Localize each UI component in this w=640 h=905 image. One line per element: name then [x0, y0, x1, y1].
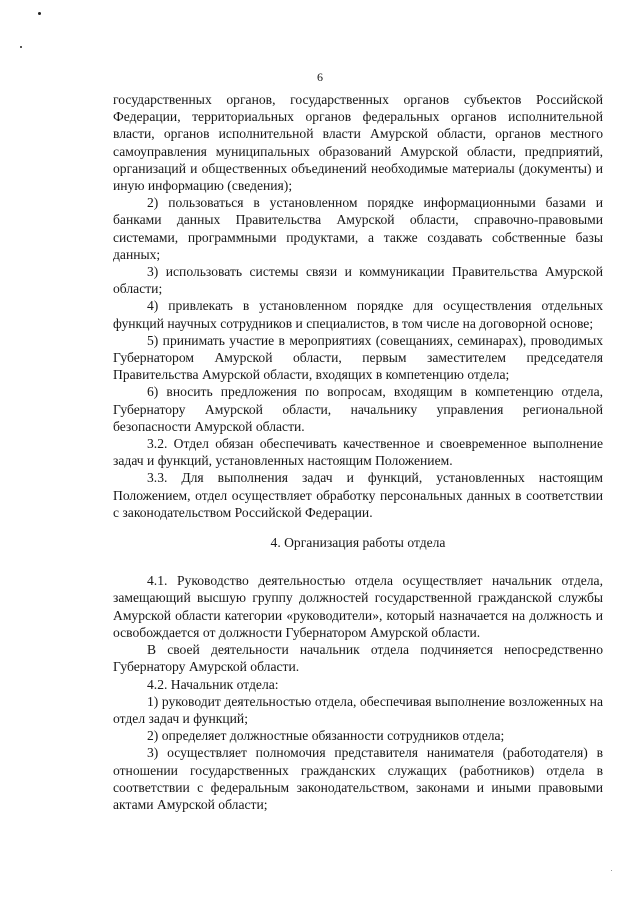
paragraph: 4.2. Начальник отдела: — [147, 676, 279, 692]
paragraph: 2) определяет должностные обязанности сотрудников отдела; — [147, 728, 505, 744]
paragraph: 3) использовать системы связи и коммуникации Правительства Амурской области; — [113, 264, 603, 297]
paragraph: В своей деятельности начальник отдела подчиняется непосредственно Губернатору Амурской области. — [113, 642, 603, 675]
paragraph: 3) осуществляет полномочия представителя нанимателя (работодателя) в отношении государственных гражданских служащих (работников) отдела в соответствии с федеральным законодательством, законами и иными правовыми актами Амурской области; — [113, 745, 603, 812]
paragraph: 4.1. Руководство деятельностью отдела осуществляет начальник отдела, замещающий высшую группу должностей государственной гражданской службы Амурской области категории «руководители», который назначается на должность и освобождается от должности Губернатором Амурской области. — [113, 573, 603, 640]
scan-speck — [38, 12, 41, 15]
document-body — [113, 91, 603, 813]
paragraph: 2) пользоваться в установленном порядке информационными базами и банками данных Правительства Амурской области, справочно-правовыми системами, программными продуктами, а также создавать собственные базы данных; — [113, 195, 603, 262]
paragraph: 3.3. Для выполнения задач и функций, установленных настоящим Положением, отдел осуществляет обработку персональных данных в соответствии с законодательством Российской Федерации. — [113, 470, 603, 520]
paragraph: 3.2. Отдел обязан обеспечивать качественное и своевременное выполнение задач и функций, установленных настоящим Положением. — [113, 436, 603, 469]
scan-speck — [20, 46, 22, 48]
paragraph: 5) принимать участие в мероприятиях (совещаниях, семинарах), проводимых Губернатором Амурской области, первым заместителем председателя Правительства Амурской области, входящих в компетенцию отдела; — [113, 332, 603, 383]
section-heading: 4. Организация работы отдела — [270, 535, 446, 551]
paragraph: 6) вносить предложения по вопросам, входящим в компетенцию отдела, Губернатору Амурской области, начальнику управления региональной безопасности Амурской области. — [113, 384, 603, 434]
paragraph-continuation: государственных органов, государственных органов субъектов Российской Федерации, территориальных органов федеральных органов исполнительной власти, органов исполнительной власти Амурской области, органов местного самоуправления муниципальных образований Амурской области, предприятий, организаций и общественных объединений необходимые материалы (документы) и иную информацию (сведения); — [113, 92, 603, 194]
page-number: 6 — [317, 70, 323, 84]
paragraph: 4) привлекать в установленном порядке для осуществления отдельных функций научных сотрудников и специалистов, в том числе на договорной основе; — [113, 298, 603, 331]
paragraph: 1) руководит деятельностью отдела, обеспечивая выполнение возложенных на отдел задач и функций; — [113, 693, 603, 726]
scan-speck — [611, 870, 612, 871]
